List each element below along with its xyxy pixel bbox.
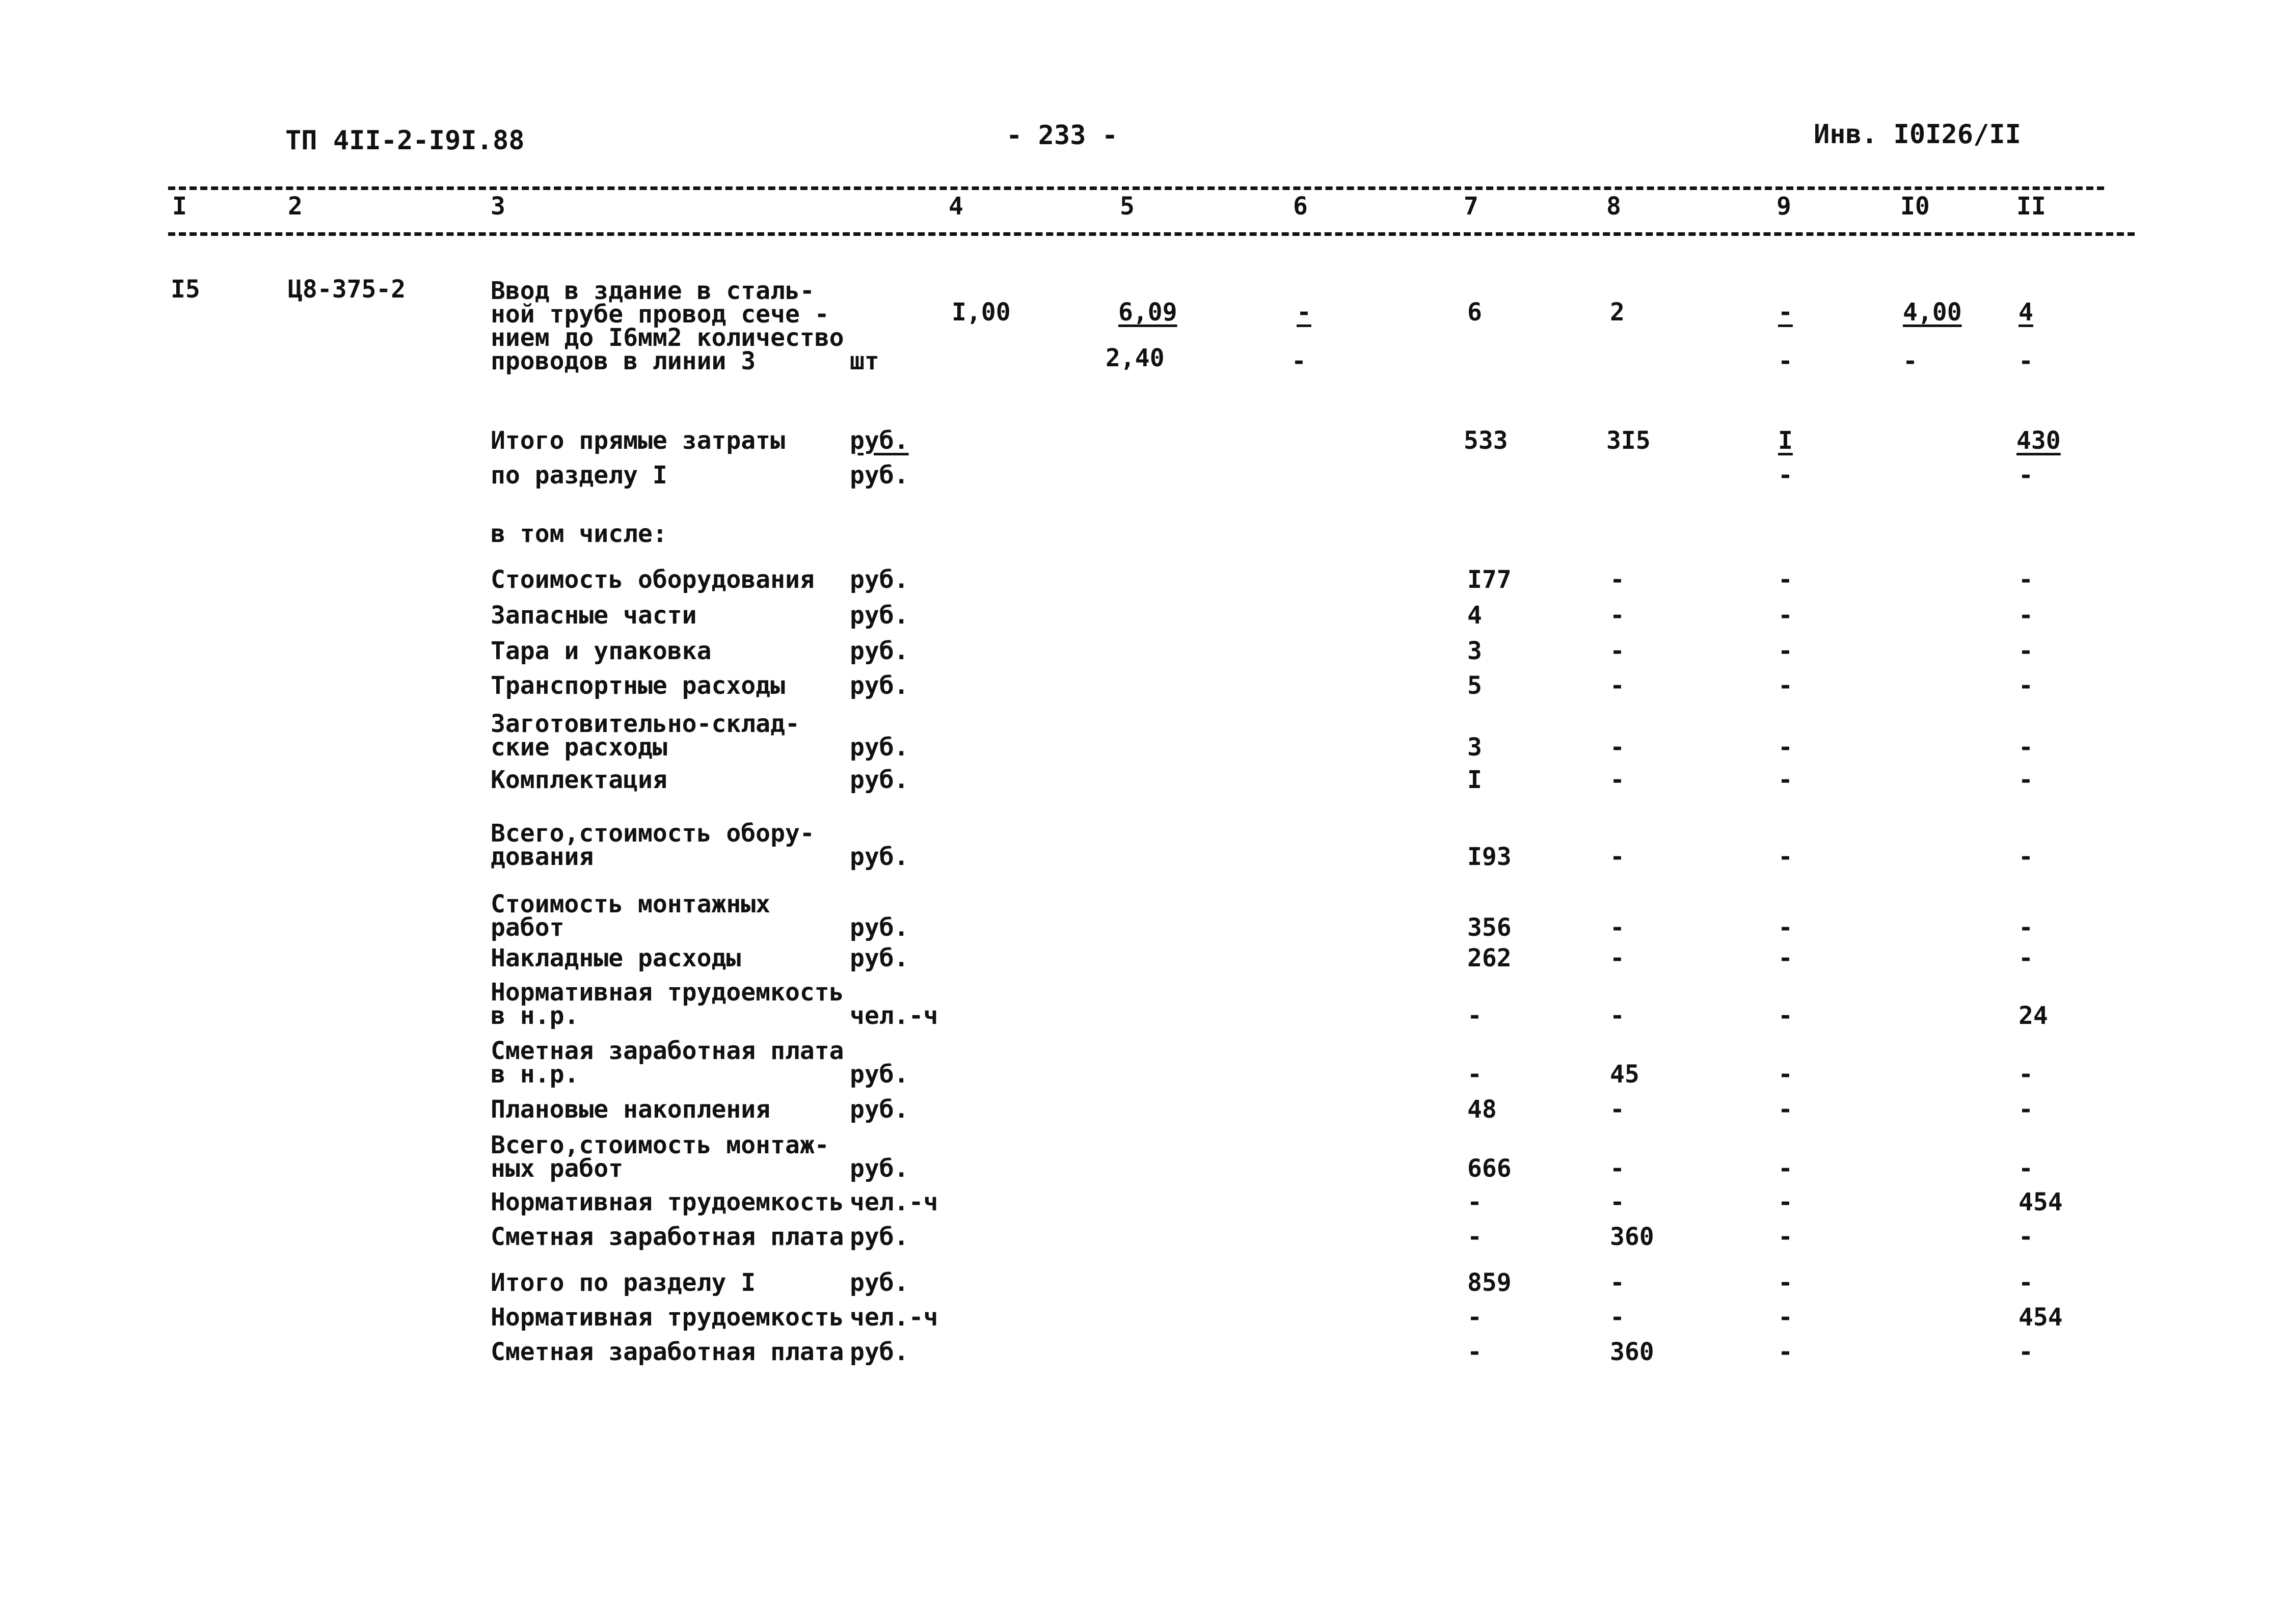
row-label-line: Плановые накопления [491,1095,771,1124]
row-c7: - [1467,1303,1482,1332]
header-rule-top [168,186,2104,190]
row-c8: 360 [1610,1338,1654,1366]
row-label-line: Нормативная трудоемкость [491,1188,844,1216]
entry-description-line: ной трубе провод сече - [491,300,829,329]
entry-col6-top: - [1297,298,1311,327]
row-c9: - [1778,565,1793,594]
row-c8: - [1610,671,1625,700]
including-label: в том числе: [491,520,667,548]
row-c9: - [1778,671,1793,700]
row-c9: - [1778,733,1793,762]
row-label-line: Заготовительно-склад- [491,710,800,738]
row-c7: - [1467,1338,1482,1366]
doc-code: ТП 4II-2-I9I.88 [285,125,525,156]
row-c8: - [1610,1002,1625,1030]
row-c11: - [2019,1154,2033,1183]
row-unit: руб. [850,601,909,630]
row-c7: - [1467,1223,1482,1251]
entry-code: Ц8-375-2 [288,275,406,304]
column-header: 9 [1777,192,1791,221]
row-c11: - [2019,1095,2033,1124]
row-label-line: в н.р. [491,1002,579,1030]
row-c11: - [2019,1338,2033,1366]
row-c11: - [2019,766,2033,794]
row-c8: - [1610,843,1625,871]
summary-label-line: по разделу I [491,461,667,490]
row-c9: - [1778,913,1793,942]
row-c9: - [1778,766,1793,794]
row-c11: - [2019,1060,2033,1089]
summary-col9-top: I [1778,426,1793,455]
entry-col10-top: 4,00 [1903,298,1962,327]
entry-col11-top: 4 [2019,298,2033,327]
entry-col9-bottom: - [1778,347,1793,375]
row-label-line: Всего,стоимость монтаж- [491,1131,829,1159]
row-unit: чел.-ч [850,1303,938,1332]
row-c9: - [1778,637,1793,665]
row-unit: руб. [850,1338,909,1366]
row-c9: - [1778,944,1793,972]
row-c7: 859 [1467,1268,1512,1297]
entry-col10-bottom: - [1903,347,1918,375]
row-c7: I [1467,766,1482,794]
row-label-line: Запасные части [491,601,697,630]
summary-col9-bottom: - [1778,461,1793,490]
entry-col8: 2 [1610,298,1625,327]
row-unit: руб. [850,1060,909,1089]
row-c8: - [1610,1268,1625,1297]
row-c9: - [1778,1188,1793,1216]
entry-description-line: нием до I6мм2 количество [491,323,844,352]
row-unit: руб. [850,1154,909,1183]
inventory-number: Инв. I0I26/II [1814,119,2021,150]
row-unit: руб. [850,843,909,871]
row-c7: 356 [1467,913,1512,942]
column-header: 7 [1464,192,1478,221]
summary-unit: руб. [850,461,909,490]
column-header: I [172,192,187,221]
entry-description-line: проводов в линии 3 [491,347,756,375]
row-label-line: Сметная заработная плата [491,1223,844,1251]
row-c9: - [1778,843,1793,871]
row-c11: - [2019,913,2033,942]
row-unit: руб. [850,913,909,942]
row-c8: - [1610,565,1625,594]
row-c7: I77 [1467,565,1512,594]
row-label-line: дования [491,843,594,871]
summary-label-line: Итого прямые затраты [491,426,785,455]
entry-col6-bottom: - [1292,347,1306,375]
entry-unit: шт [850,347,879,375]
row-label-line: Транспортные расходы [491,671,785,700]
entry-col5-bottom: 2,40 [1106,344,1165,372]
row-c7: 5 [1467,671,1482,700]
row-c11: - [2019,1268,2033,1297]
row-c11: 454 [2019,1303,2063,1332]
row-c9: - [1778,1303,1793,1332]
header-rule-bottom [168,232,2135,236]
row-unit: руб. [850,766,909,794]
row-c7: I93 [1467,843,1512,871]
row-c9: - [1778,1268,1793,1297]
row-c11: - [2019,671,2033,700]
row-c7: - [1467,1060,1482,1089]
page-number: - 233 - [1006,120,1118,151]
row-c9: - [1778,1095,1793,1124]
row-c7: 666 [1467,1154,1512,1183]
row-c8: - [1610,913,1625,942]
summary-col8: 3I5 [1606,426,1651,455]
row-unit: руб. [850,1095,909,1124]
row-c11: - [2019,601,2033,630]
row-label-line: Нормативная трудоемкость [491,978,844,1007]
row-label-line: Всего,стоимость обору- [491,819,815,848]
row-c11: - [2019,637,2033,665]
column-header: 6 [1293,192,1308,221]
row-c11: - [2019,733,2033,762]
row-unit: руб. [850,637,909,665]
row-label-line: Сметная заработная плата [491,1037,844,1065]
entry-quantity: I,00 [952,298,1011,327]
row-c9: - [1778,1060,1793,1089]
column-header: 5 [1120,192,1135,221]
row-label-line: Комплектация [491,766,667,794]
row-c7: 48 [1467,1095,1497,1124]
row-unit: руб. [850,944,909,972]
row-c8: - [1610,637,1625,665]
column-header: 2 [288,192,303,221]
row-c8: - [1610,1188,1625,1216]
entry-col5-top: 6,09 [1118,298,1177,327]
row-c8: - [1610,733,1625,762]
summary-col7: 533 [1464,426,1508,455]
row-c9: - [1778,1154,1793,1183]
row-c9: - [1778,1223,1793,1251]
row-c9: - [1778,1338,1793,1366]
row-unit: чел.-ч [850,1002,938,1030]
column-header: 4 [949,192,963,221]
row-c7: 4 [1467,601,1482,630]
column-header: 8 [1606,192,1621,221]
row-c8: 360 [1610,1223,1654,1251]
row-c7: - [1467,1002,1482,1030]
column-header: II [2016,192,2046,221]
row-c7: - [1467,1188,1482,1216]
row-label-line: работ [491,913,564,942]
row-c8: - [1610,766,1625,794]
row-label-line: Итого по разделу I [491,1268,756,1297]
row-unit: руб. [850,671,909,700]
entry-col9-top: - [1778,298,1793,327]
row-label-line: ных работ [491,1154,624,1183]
row-c8: - [1610,1154,1625,1183]
column-header: I0 [1900,192,1930,221]
entry-col7: 6 [1467,298,1482,327]
row-label-line: Тара и упаковка [491,637,712,665]
summary-col11-top: 430 [2016,426,2061,455]
row-c8: - [1610,601,1625,630]
row-c11: - [2019,565,2033,594]
row-c11: - [2019,1223,2033,1251]
entry-description-line: Ввод в здание в сталь- [491,277,815,305]
row-c7: 3 [1467,733,1482,762]
row-label-line: в н.р. [491,1060,579,1089]
row-c11: 454 [2019,1188,2063,1216]
row-c8: - [1610,1303,1625,1332]
entry-col11-bottom: - [2019,347,2033,375]
row-label-line: Накладные расходы [491,944,741,972]
row-label-line: Сметная заработная плата [491,1338,844,1366]
row-c8: 45 [1610,1060,1639,1089]
row-label-line: Стоимость монтажных [491,890,771,918]
row-c11: 24 [2019,1002,2048,1030]
row-c9: - [1778,1002,1793,1030]
row-unit: руб. [850,733,909,762]
summary-col11-bottom: - [2019,461,2033,490]
column-header: 3 [491,192,505,221]
row-unit: чел.-ч [850,1188,938,1216]
row-c11: - [2019,944,2033,972]
row-c8: - [1610,944,1625,972]
row-label-line: Нормативная трудоемкость [491,1303,844,1332]
summary-unit: руб. [850,426,909,455]
row-c7: 3 [1467,637,1482,665]
row-unit: руб. [850,1223,909,1251]
row-c9: - [1778,601,1793,630]
entry-number: I5 [171,275,200,304]
row-c8: - [1610,1095,1625,1124]
row-unit: руб. [850,565,909,594]
row-label-line: ские расходы [491,733,667,762]
row-label-line: Стоимость оборудования [491,565,815,594]
row-unit: руб. [850,1268,909,1297]
row-c11: - [2019,843,2033,871]
row-c7: 262 [1467,944,1512,972]
